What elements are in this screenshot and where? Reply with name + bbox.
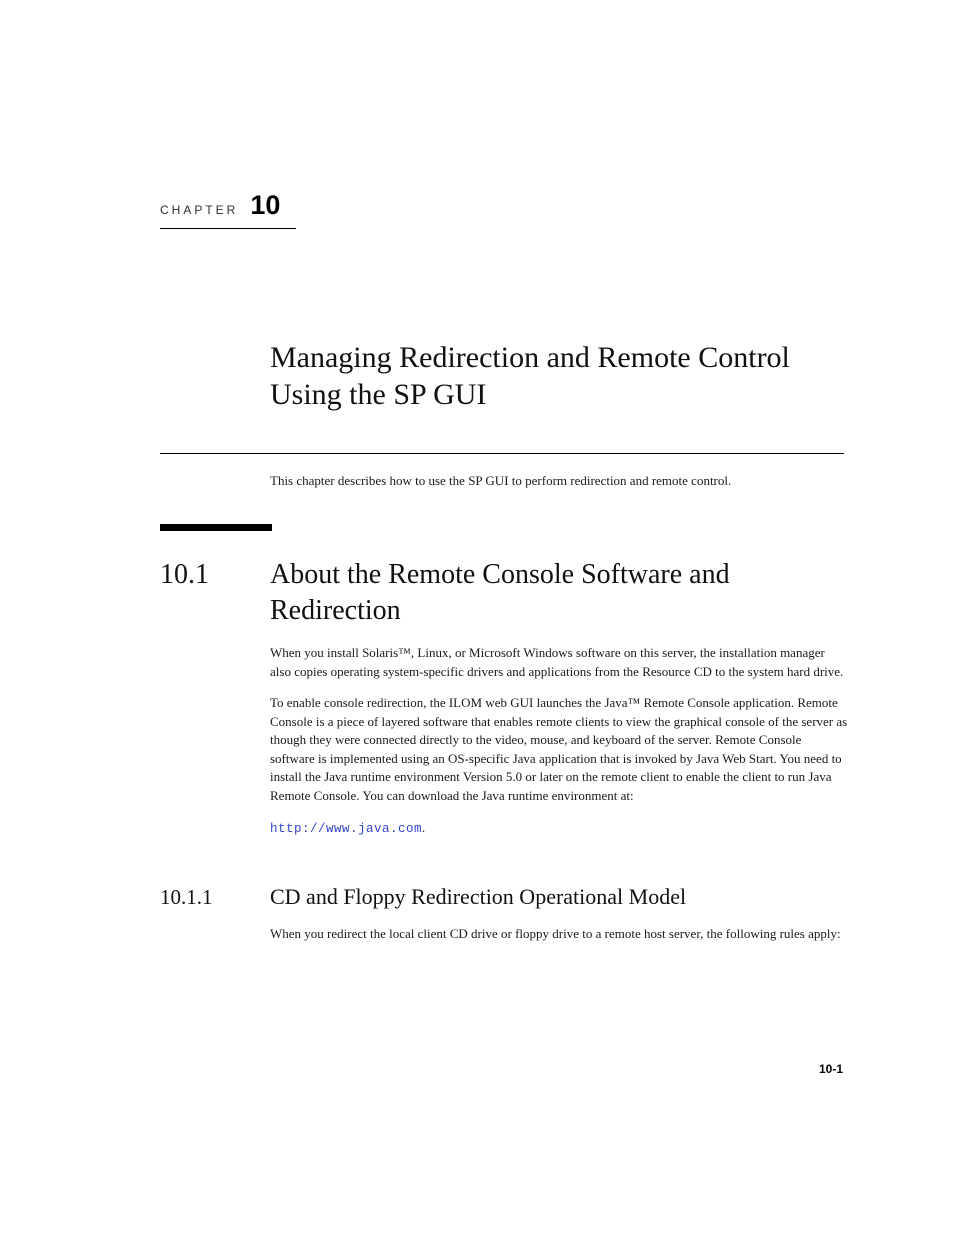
page-number: 10-1 bbox=[818, 1062, 843, 1076]
section-title: About the Remote Console Software and Redirection bbox=[270, 559, 730, 626]
body-paragraph: When you install Solaris™, Linux, or Microsoft Windows software on this server, the installation manager also copies operating system-specific drivers and applications from the Resource CD to the system hard drive. bbox=[270, 645, 844, 679]
body-paragraph: When you redirect the local client CD drive or floppy drive to a remote host server, the following rules apply: bbox=[270, 926, 841, 941]
link-trailing-period: . bbox=[422, 821, 426, 835]
chapter-label: CHAPTER bbox=[160, 203, 239, 217]
subsection-number: 10.1.1 bbox=[160, 885, 213, 909]
section-heading bbox=[160, 557, 844, 629]
java-link[interactable]: http://www.java.com bbox=[270, 822, 423, 836]
section-number: 10.1 bbox=[160, 559, 209, 590]
horizontal-rule bbox=[160, 453, 844, 454]
page-content bbox=[160, 0, 848, 944]
section-rule-bar bbox=[160, 524, 272, 531]
body-paragraph: To enable console redirection, the ILOM web GUI launches the Java™ Remote Console application. Remote Console is a piece of layered software that enables remote clients to view the graphical console of the server as though they were connected directly to the video, mouse, and keyboard of the server. Remote Console software is implemented using an OS-specific Java application that is invoked by Java Web Start. You need to install the Java runtime environment Version 5.0 or later on the remote client to enable the client to run Java Remote Console. You can download the Java runtime environment at: bbox=[270, 695, 848, 803]
chapter-header bbox=[160, 190, 296, 229]
link-line bbox=[270, 819, 844, 838]
subsection-title: CD and Floppy Redirection Operational Model bbox=[270, 884, 687, 909]
subsection-heading bbox=[160, 884, 844, 910]
intro-paragraph: This chapter describes how to use the SP GUI to perform redirection and remote control. bbox=[270, 473, 732, 488]
chapter-number: 10 bbox=[250, 190, 281, 220]
chapter-title: Managing Redirection and Remote Control Using the SP GUI bbox=[270, 341, 790, 411]
